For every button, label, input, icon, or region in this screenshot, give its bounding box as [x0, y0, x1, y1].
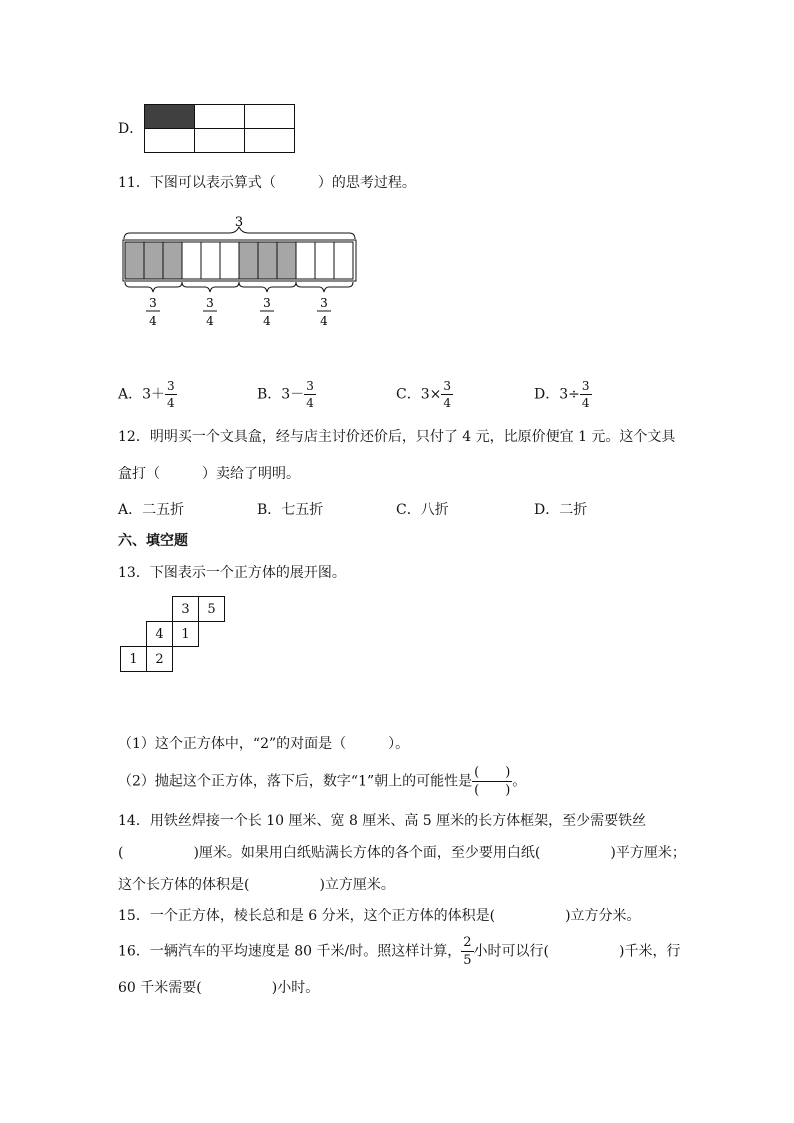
fraction-num: 3 [443, 379, 451, 393]
bar-cell-shaded [258, 242, 277, 279]
q13-sub1: （1）这个正方体中，“2”的对面是（ ）。 [118, 736, 410, 752]
group2-num: 3 [206, 296, 214, 310]
bar-cell [315, 242, 334, 279]
option-label: B． [257, 386, 282, 403]
q11-bar-diagram [118, 208, 368, 333]
grid-cell [245, 129, 295, 153]
bar-cell-shaded [277, 242, 296, 279]
bar-cell [296, 242, 315, 279]
net-face: 1 [121, 647, 147, 672]
q12-line1: 12．明明买一个文具盒，经与店主讨价还价后，只付了 4 元，比原价便宜 1 元。这个文具 [118, 429, 676, 445]
bar-cell [201, 242, 220, 279]
bottom-brace-2 [182, 282, 239, 292]
fraction-den: 4 [443, 396, 451, 410]
bar-cell [220, 242, 239, 279]
net-blank [173, 647, 199, 672]
option-fraction [304, 380, 316, 409]
q16-part1: 16．一辆汽车的平均速度是 80 千米/时。照这样计算， [118, 943, 462, 960]
option-fraction [441, 380, 453, 409]
bottom-brace-3 [239, 282, 296, 292]
q12-option-b[interactable]: B．七五折 [257, 502, 324, 518]
fraction-num-blank[interactable]: ( ) [474, 765, 511, 780]
net-face: 4 [147, 622, 173, 647]
q14-line1: 14．用铁丝焊接一个长 10 厘米、宽 8 厘米、高 5 厘米的长方体框架，至少需要铁丝 [118, 813, 647, 829]
q12-option-d[interactable]: D．二折 [534, 502, 588, 518]
q13-sub2 [118, 766, 526, 797]
q12-option-a[interactable]: A．二五折 [118, 502, 185, 518]
fraction-den-blank[interactable]: ( ) [474, 783, 511, 798]
q10-option-d-label: D． [118, 121, 144, 137]
group1-den: 4 [149, 314, 157, 328]
bar-cell [334, 242, 353, 279]
q13-stem: 13．下图表示一个正方体的展开图。 [118, 565, 346, 581]
q15-line1: 15．一个正方体，棱长总和是 6 分米，这个正方体的体积是( )立方分米。 [118, 908, 641, 924]
option-expr: 3÷ [559, 386, 580, 403]
net-face: 2 [147, 647, 173, 672]
q11-option-c[interactable] [396, 380, 453, 409]
option-fraction [580, 380, 592, 409]
fraction-num: 2 [463, 935, 472, 950]
net-face: 1 [173, 622, 199, 647]
bottom-brace-4 [296, 282, 353, 292]
q12-line2: 盒打（ ）卖给了明明。 [118, 466, 300, 482]
q11-stem: 11．下图可以表示算式（ ）的思考过程。 [118, 175, 416, 191]
net-face: 3 [173, 597, 199, 622]
fraction-num: 3 [306, 379, 314, 393]
bar-cell-shaded [239, 242, 258, 279]
group1-num: 3 [149, 296, 157, 310]
q14-line2: ( )厘米。如果用白纸贴满长方体的各个面，至少要用白纸( )平方厘米； [118, 845, 686, 861]
option-expr: 3－ [281, 386, 305, 403]
q16-fraction [461, 936, 473, 967]
option-label: A． [118, 386, 143, 403]
net-blank [199, 647, 225, 672]
fraction-den: 4 [167, 396, 175, 410]
top-brace [124, 227, 355, 239]
q11-option-d[interactable] [534, 380, 592, 409]
cube-net [120, 596, 225, 672]
grid-cell [145, 129, 195, 153]
grid-cell [195, 129, 245, 153]
q11-option-b[interactable] [257, 380, 316, 409]
q10-option-d-grid [144, 104, 295, 153]
fraction-num: 3 [167, 379, 175, 393]
q13-sub2-end: 。 [512, 773, 527, 790]
grid-cell [245, 105, 295, 129]
bar-cell [182, 242, 201, 279]
option-label: D． [534, 386, 560, 403]
net-blank [121, 622, 147, 647]
q14-line3: 这个长方体的体积是( )立方厘米。 [118, 877, 395, 893]
fraction-num: 3 [581, 379, 590, 393]
group4-num: 3 [320, 296, 328, 310]
net-face: 5 [199, 597, 225, 622]
group2-den: 4 [206, 314, 214, 328]
q16-line2: 60 千米需要( )小时。 [118, 980, 320, 996]
fraction-den: 4 [306, 396, 314, 410]
net-blank [199, 622, 225, 647]
net-blank [121, 597, 147, 622]
group3-num: 3 [263, 296, 271, 310]
grid-cell-shaded [145, 105, 195, 129]
fraction-den: 5 [463, 953, 472, 968]
q12-option-c[interactable]: C．八折 [396, 502, 449, 518]
q16-line1 [118, 936, 680, 967]
bar-cell-shaded [163, 242, 182, 279]
option-expr: 3× [420, 386, 442, 403]
group3-den: 4 [263, 314, 271, 328]
section-title: 六、填空题 [118, 533, 188, 549]
q11-option-a[interactable] [118, 380, 177, 409]
bar-cell-shaded [125, 242, 144, 279]
grid-cell [195, 105, 245, 129]
q13-sub2-text: （2）抛起这个正方体，落下后，数字“1”朝上的可能性是 [118, 773, 473, 790]
bar-cells [125, 242, 353, 279]
bar-top-label: 3 [234, 215, 244, 230]
group4-den: 4 [320, 314, 328, 328]
bottom-brace-1 [125, 282, 182, 292]
option-fraction [165, 380, 177, 409]
option-label: C． [396, 386, 421, 403]
answer-fraction-blank[interactable] [472, 766, 512, 797]
net-blank [147, 597, 173, 622]
option-expr: 3＋ [142, 386, 166, 403]
fraction-den: 4 [581, 396, 590, 410]
bar-cell-shaded [144, 242, 163, 279]
q16-part2: 小时可以行( )千米，行 [473, 943, 681, 960]
